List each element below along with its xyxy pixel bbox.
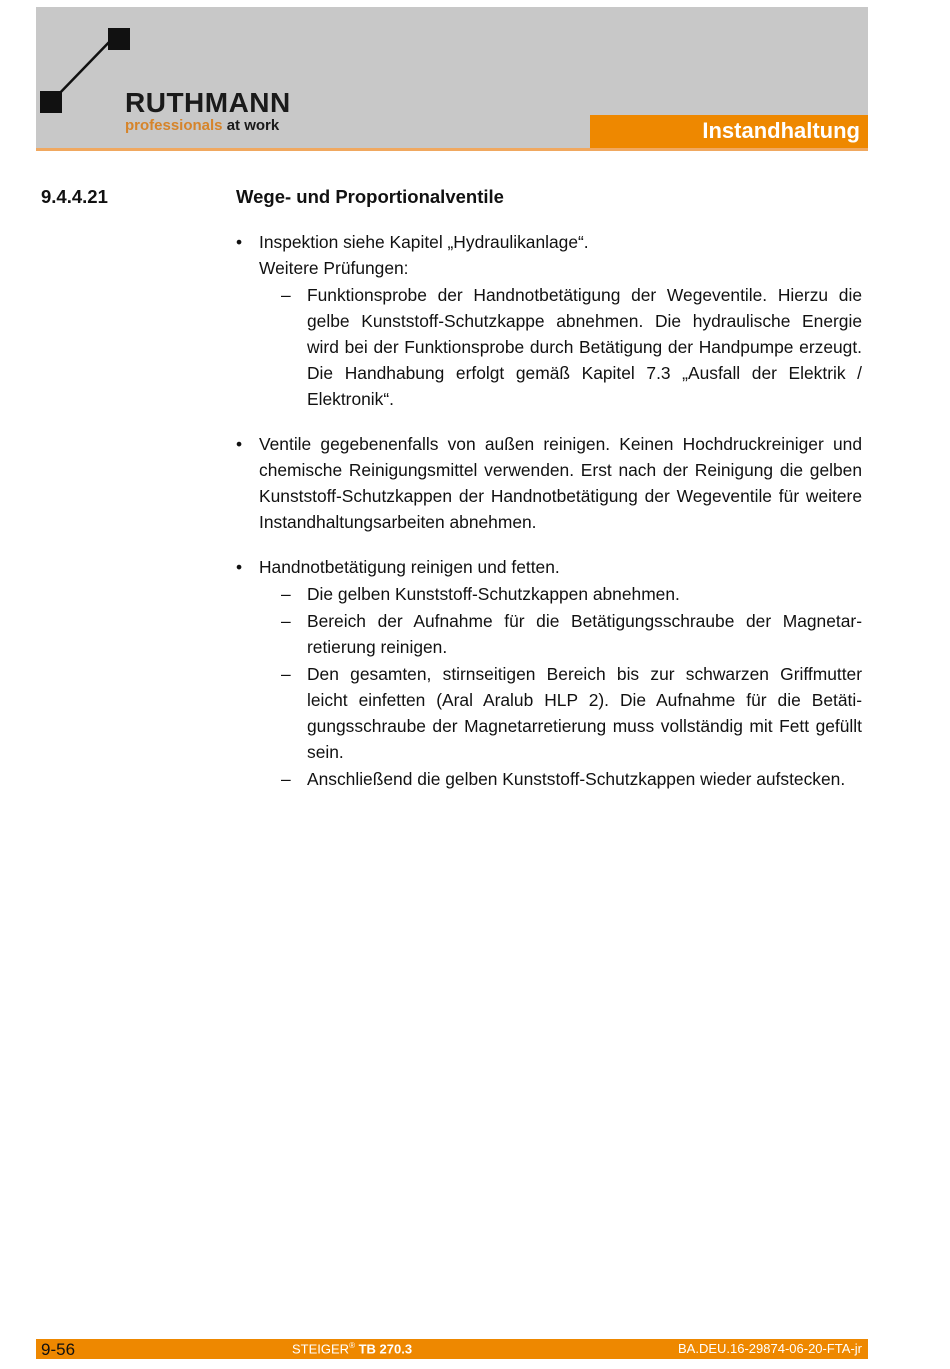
document-id: BA.DEU.16-29874-06-20-FTA-jr <box>678 1341 862 1356</box>
sub-item-text: Bereich der Aufnahme für die Betätigungsschraube der Magnetarretierung reinigen. <box>307 611 862 657</box>
bullet-dot-icon: • <box>236 232 243 252</box>
registered-mark: ® <box>349 1341 355 1350</box>
sub-item <box>259 766 862 792</box>
content-body <box>236 229 862 811</box>
bullet-text: Ventile gegebenenfalls von außen reinigen. Keinen Hochdruckreiniger und chemische Reinigungsmittel verwenden. Erst nach der Reinigung die gelben Kunststoff-Schutzkappen der Handnotbetätigung der Wegeventile für weitere Instandhaltungsarbeiten abnehmen. <box>259 434 862 532</box>
bullet-text: Handnotbetätigung reinigen und fetten. <box>259 557 560 577</box>
bullet-dot-icon: • <box>236 434 243 454</box>
section-tab <box>590 115 868 148</box>
header-divider <box>36 148 868 151</box>
dash-icon: – <box>281 769 291 789</box>
model-prefix: STEIGER <box>292 1341 350 1357</box>
section-number: 9.4.4.21 <box>41 186 108 207</box>
page-number: 9-56 <box>41 1340 76 1359</box>
sub-item-text: Die gelben Kunststoff-Schutzkappen abnehmen. <box>307 584 680 604</box>
sub-item <box>259 581 862 607</box>
bullet-cleaning <box>236 431 862 535</box>
section-name: Instandhaltung <box>702 118 860 143</box>
sub-item <box>259 661 862 765</box>
bullet-manual-override <box>236 554 862 792</box>
model-name: TB 270.3 <box>358 1341 413 1357</box>
sub-item <box>259 282 862 412</box>
sub-item <box>259 608 862 660</box>
dash-icon: – <box>281 664 291 684</box>
dash-icon: – <box>281 611 291 631</box>
bullet-dot-icon: • <box>236 557 243 577</box>
brand-name: RUTHMANN <box>125 87 291 118</box>
sub-item-text: Den gesamten, stirnseitigen Bereich bis zur schwarzen Griffmutter leicht einfetten (Aral Aralub HLP 2). Die Aufnahme für die Betätigungsschraube der Magnetarretierung muss vollständig mit Fett gefüllt sein. <box>307 664 862 762</box>
tagline-prefix: professionals <box>125 117 223 134</box>
sub-item-text: Anschließend die gelben Kunststoff-Schutzkappen wieder aufstecken. <box>307 769 846 789</box>
bullet-text: Weitere Prüfungen: <box>259 258 409 278</box>
sub-item-text: Funktionsprobe der Handnotbetätigung der Wegeventile. Hierzu die gelbe Kunststoff-Schutzkappe abnehmen. Die hydraulische Energie wird bei der Funktionsprobe durch Betätigung der Handpumpe erzeugt. Die Handhabung erfolgt gemäß Kapitel 7.3 „Ausfall der Elektrik / Elektronik“. <box>307 285 862 409</box>
model-label <box>292 1341 412 1356</box>
footer-bar <box>36 1339 868 1359</box>
tagline-suffix: at work <box>226 117 280 134</box>
dash-icon: – <box>281 285 291 305</box>
bullet-text: Inspektion siehe Kapitel „Hydraulikanlage“. <box>259 232 589 252</box>
section-heading: Wege- und Proportionalventile <box>236 186 504 207</box>
brand-tagline <box>125 117 279 134</box>
ruthmann-logo-mark <box>40 25 135 123</box>
dash-icon: – <box>281 584 291 604</box>
bullet-inspection <box>236 229 862 412</box>
